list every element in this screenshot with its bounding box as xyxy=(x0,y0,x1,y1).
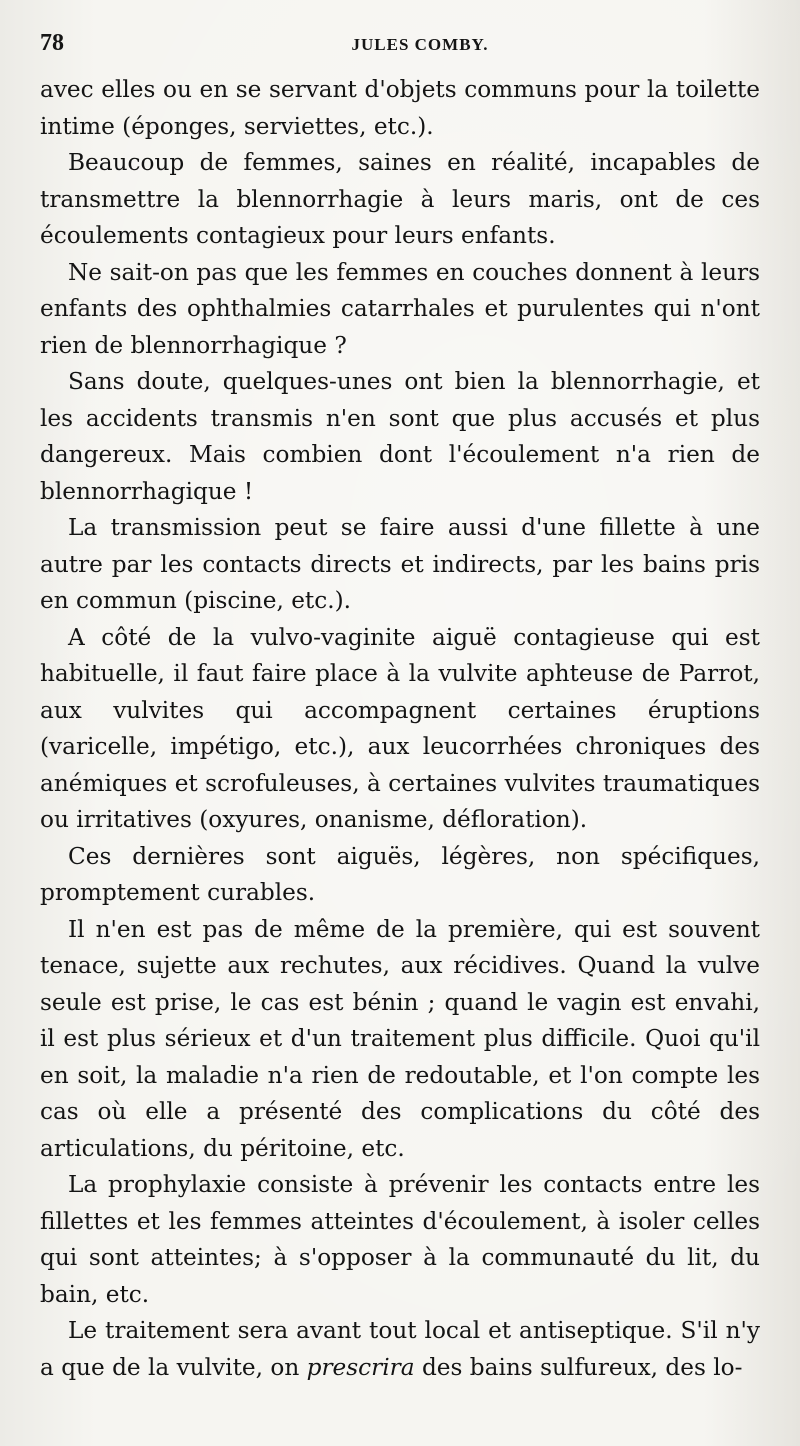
paragraph-last xyxy=(40,1313,760,1386)
running-head: JULES COMBY. xyxy=(351,35,489,54)
paragraph: Ces dernières sont aiguës, légères, non spécifiques, promptement curables. xyxy=(40,842,760,906)
page-header xyxy=(40,30,760,60)
paragraph: Beaucoup de femmes, saines en réalité, incapables de transmettre la blennorrhagie à leurs maris, ont de ces écoulements contagieux pour leurs enfants. xyxy=(40,149,760,249)
paragraph: La prophylaxie consiste à prévenir les contacts entre les fillettes et les femmes atteintes d'écoulement, à isoler celles qui sont atteintes; à s'opposer à la communauté du lit, du bain, etc. xyxy=(40,1171,760,1308)
italic-word: prescrira xyxy=(306,1353,415,1381)
paragraph: Ne sait-on pas que les femmes en couches donnent à leurs enfants des ophthalmies catarrhales et purulentes qui n'ont rien de blennorrhagique ? xyxy=(40,258,760,359)
paragraph: Sans doute, quelques-unes ont bien la blennorrhagie, et les accidents transmis n'en sont que plus accusés et plus dangereux. Mais combien dont l'écoulement n'a rien de blennorrhagique ! xyxy=(40,368,760,505)
paragraph-text: des bains sulfureux, des lo- xyxy=(414,1353,743,1381)
paragraph: La transmission peut se faire aussi d'une fillette à une autre par les contacts directs et indirects, par les bains pris en commun (piscine, etc.). xyxy=(40,514,760,614)
paragraph-text: Le traitement sera avant tout local et antiseptique. S'il n'y a que de la vulvite, on xyxy=(40,1317,760,1381)
paragraph: Il n'en est pas de même de la première, qui est souvent tenace, sujette aux rechutes, aux récidives. Quand la vulve seule est prise, le cas est bénin ; quand le vagin est envahi, il est plus sérieux et d'un traitement plus difficile. Quoi qu'il en soit, la maladie n'a rien de redoutable, et l'on compte les cas où elle a présenté des complications du côté des articulations, du péritoine, etc. xyxy=(40,915,760,1162)
paragraph: avec elles ou en se servant d'objets communs pour la toilette intime (éponges, serviettes, etc.). xyxy=(40,76,760,140)
body-text xyxy=(40,72,760,1386)
page-number: 78 xyxy=(40,30,64,56)
paragraph: A côté de la vulvo-vaginite aiguë contagieuse qui est habituelle, il faut faire place à la vulvite aphteuse de Parrot, aux vulvites qui accompagnent certaines éruptions (varicelle, impétigo, etc.), aux leucorrhées chroniques des anémiques et scrofuleuses, à certaines vulvites traumatiques ou irritatives (oxyures, onanisme, défloration). xyxy=(40,623,760,833)
